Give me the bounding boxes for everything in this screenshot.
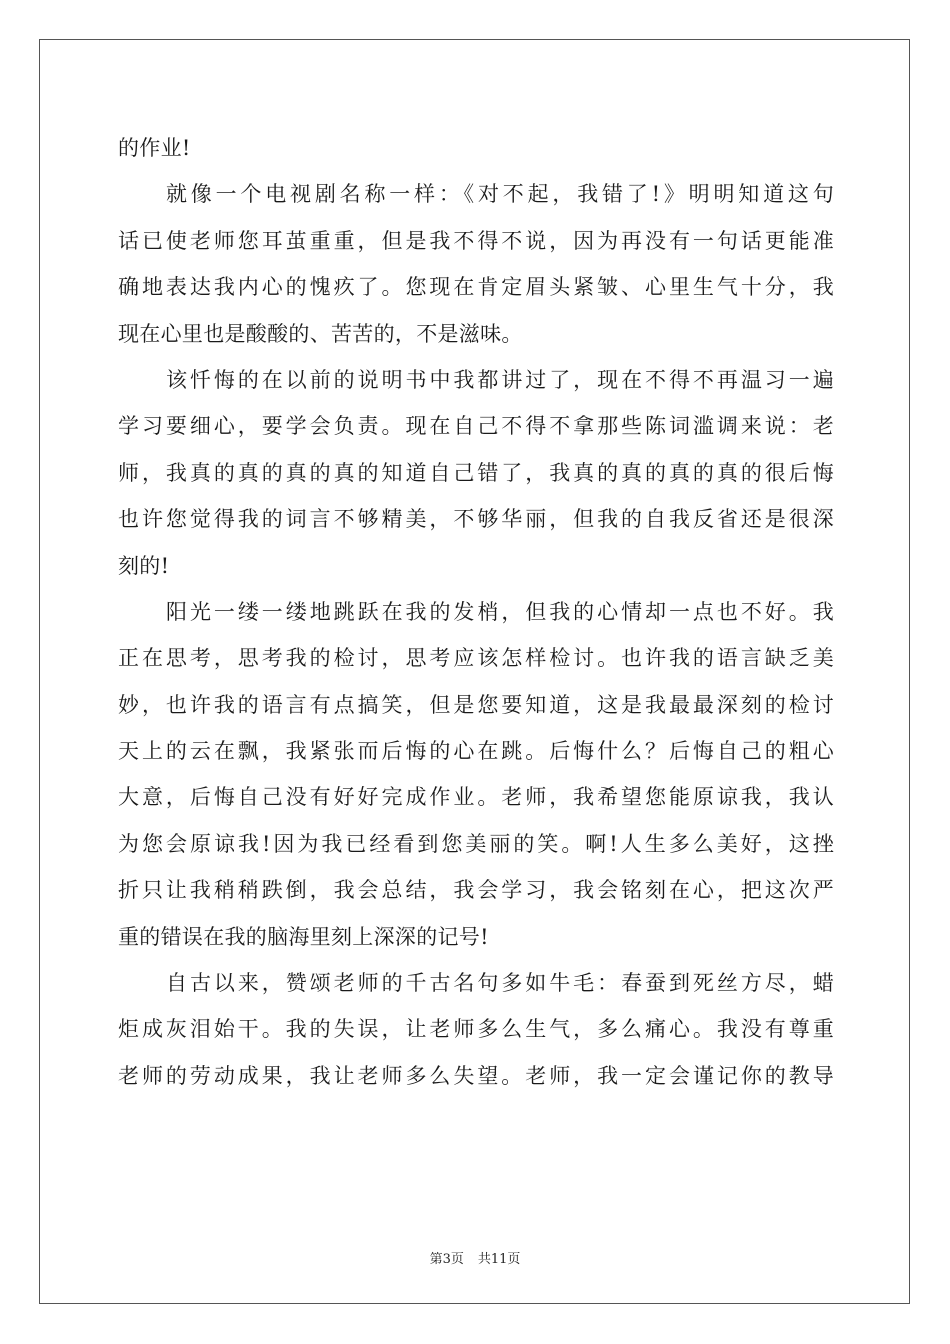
text-line: 炬成灰泪始干。我的失误，让老师多么生气，多么痛心。我没有尊重	[118, 1017, 834, 1042]
text-line: 就像一个电视剧名称一样：《对不起，我错了!》明明知道这句	[166, 182, 834, 207]
page-total: 共11页	[477, 1252, 521, 1267]
text-line: 为您会原谅我!因为我已经看到您美丽的笑。啊!人生多么美好，这挫	[118, 831, 834, 856]
text-line: 天上的云在飘，我紧张而后悔的心在跳。后悔什么？后悔自己的粗心	[118, 739, 834, 764]
text-line: 话已使老师您耳茧重重，但是我不得不说，因为再没有一句话更能准	[118, 228, 834, 253]
page-number: 第3页	[429, 1252, 464, 1267]
text-line: 阳光一缕一缕地跳跃在我的发梢，但我的心情却一点也不好。我	[166, 599, 834, 624]
text-line: 妙，也许我的语言有点搞笑，但是您要知道，这是我最最深刻的检讨	[118, 692, 834, 717]
text-line: 确地表达我内心的愧疚了。您现在肯定眉头紧皱、心里生气十分，我	[118, 275, 834, 300]
text-line: 老师的劳动成果，我让老师多么失望。老师，我一定会谨记你的教导	[118, 1063, 834, 1088]
text-line: 折只让我稍稍跌倒，我会总结，我会学习，我会铭刻在心，把这次严	[118, 878, 834, 903]
text-line: 该忏悔的在以前的说明书中我都讲过了，现在不得不再温习一遍	[166, 367, 834, 392]
text-line: 自古以来，赞颂老师的千古名句多如牛毛：春蚕到死丝方尽，蜡	[166, 971, 834, 996]
text-line: 刻的!	[118, 553, 170, 578]
document-body	[118, 125, 834, 1099]
text-line: 大意，后悔自己没有好好完成作业。老师，我希望您能原谅我，我认	[118, 785, 834, 810]
text-line: 师，我真的真的真的真的知道自己错了，我真的真的真的真的很后悔	[118, 460, 834, 485]
text-line: 正在思考，思考我的检讨，思考应该怎样检讨。也许我的语言缺乏美	[118, 646, 834, 671]
text-line: 的作业!	[118, 136, 191, 160]
page-footer	[0, 1248, 950, 1267]
text-line: 重的错误在我的脑海里刻上深深的记号!	[118, 924, 489, 949]
text-line: 学习要细心，要学会负责。现在自己不得不拿那些陈词滥调来说：老	[118, 414, 834, 439]
text-line: 现在心里也是酸酸的、苦苦的，不是滋味。	[118, 321, 523, 346]
text-line: 也许您觉得我的词言不够精美，不够华丽，但我的自我反省还是很深	[118, 507, 834, 532]
